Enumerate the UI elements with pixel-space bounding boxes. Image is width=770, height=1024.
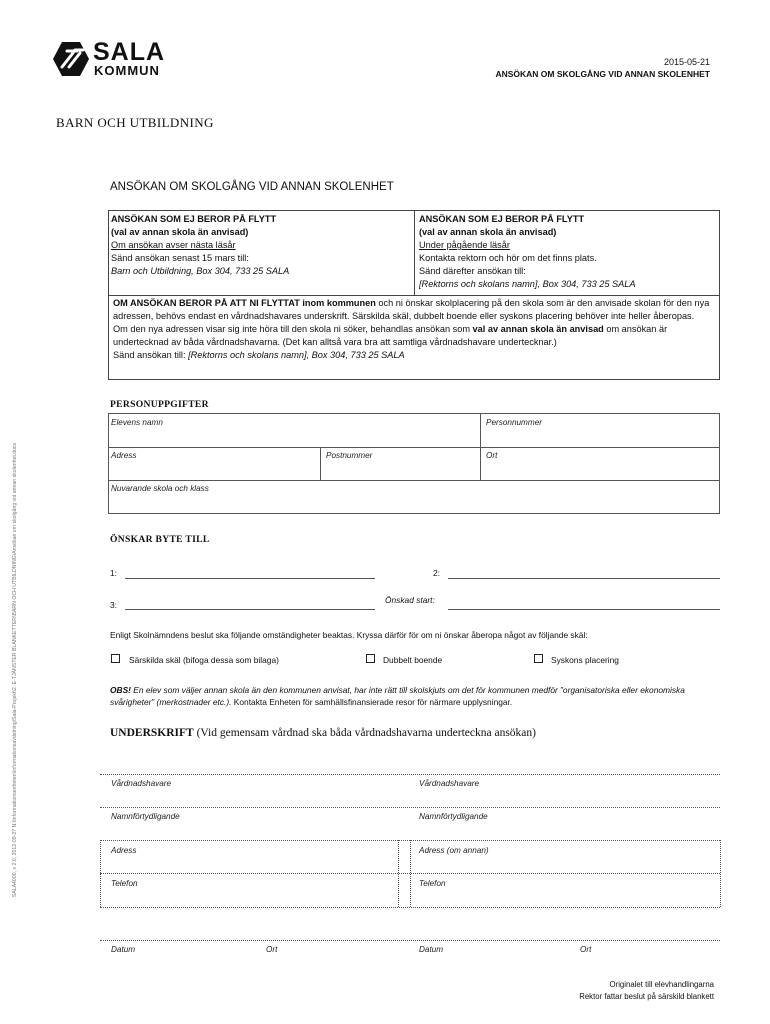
current-school-field[interactable]: Nuvarande skola och klass: [111, 484, 209, 493]
info-right-heading: ANSÖKAN SOM EJ BEROR PÅ FLYTT: [419, 214, 585, 224]
obs-italic-text: En elev som väljer annan skola än den kommunen anvisat, har inte rätt till skolskjuts om det för kommunen medför ”organisatoriska eller ekonomiska svårigheter” (merkostnader etc.).: [110, 685, 685, 707]
choice-3-input-line[interactable]: [125, 609, 375, 610]
signature-table-right-line: [720, 840, 721, 907]
guardian-1-label: Vårdnadshavare: [111, 779, 172, 788]
move-text2b: val av annan skola än anvisad: [472, 323, 604, 334]
info-right-subheading: (val av annan skola än anvisad): [419, 227, 557, 237]
sibling-placement-label: Syskons placering: [551, 655, 619, 665]
place-1-label: Ort: [266, 945, 278, 954]
info-right-line2: Sänd därefter ansökan till:: [419, 266, 526, 276]
name-clarification-2-label: Namnförtydligande: [419, 812, 488, 821]
name-clarification-1-label: Namnförtydligande: [111, 812, 180, 821]
guardian-signature-line[interactable]: [100, 774, 720, 775]
logo-name: SALA: [93, 38, 166, 66]
signature-table-col-line: [398, 840, 399, 907]
info-box-column-divider: [414, 210, 415, 295]
personal-table-col-line: [480, 413, 481, 480]
personal-table-bottom-line: [108, 513, 720, 514]
personal-table-col-line: [320, 447, 321, 480]
personal-number-field[interactable]: Personnummer: [486, 418, 542, 427]
obs-notice: [110, 684, 722, 708]
info-right-period: Under pågående läsår: [419, 240, 510, 250]
info-left-address: Barn och Utbildning, Box 304, 733 25 SALA: [111, 266, 290, 276]
header-document-title: ANSÖKAN OM SKOLGÅNG VID ANNAN SKOLENHET: [495, 69, 710, 79]
info-right-line1: Kontakta rektorn och hör om det finns plats.: [419, 253, 597, 263]
city-field[interactable]: Ort: [486, 451, 498, 460]
personal-table-line: [108, 480, 720, 481]
date-place-line[interactable]: [100, 940, 720, 941]
desired-start-label: Önskad start:: [385, 595, 435, 605]
place-2-label: Ort: [580, 945, 592, 954]
desired-start-input-line[interactable]: [448, 609, 720, 610]
change-section-title: ÖNSKAR BYTE TILL: [110, 534, 210, 545]
info-left-line1: Sänd ansökan senast 15 mars till:: [111, 253, 249, 263]
info-left-heading: ANSÖKAN SOM EJ BEROR PÅ FLYTT: [111, 214, 277, 224]
info-box-row-divider: [108, 295, 720, 296]
info-right-cell: [419, 213, 717, 291]
choice-1-label: 1:: [110, 568, 117, 578]
guardian-1-phone-field[interactable]: Telefon: [111, 879, 138, 888]
info-move-cell: [113, 297, 715, 362]
document-date: 2015-05-21: [663, 57, 710, 67]
date-2-label: Datum: [419, 945, 444, 954]
personal-table-line: [108, 447, 720, 448]
special-reasons-label: Särskilda skäl (bifoga dessa som bilaga): [129, 655, 279, 665]
signature-table-bottom-line: [100, 907, 720, 908]
footer-line-2: Rektor fattar beslut på särskild blankett: [579, 992, 714, 1001]
obs-normal-text: Kontakta Enheten för samhällsfinansierade resor för närmare upplysningar.: [231, 697, 513, 707]
guardian-2-phone-field[interactable]: Telefon: [419, 879, 446, 888]
signature-title-rest: (Vid gemensam vårdnad ska båda vårdnadshavarna underteckna ansökan): [193, 727, 536, 739]
address-field[interactable]: Adress: [111, 451, 137, 460]
guardian-2-address-field[interactable]: Adress (om annan): [419, 846, 489, 855]
guardian-1-address-field[interactable]: Adress: [111, 846, 137, 855]
move-send-address: [Rektorns och skolans namn], Box 304, 733 25 SALA: [188, 349, 405, 360]
reasons-text: Enligt Skolnämndens beslut ska följande omständigheter beaktas. Kryssa därför för om ni önskar åberopa något av följande skäl:: [110, 630, 588, 640]
date-1-label: Datum: [111, 945, 136, 954]
signature-title-bold: UNDERSKRIFT: [110, 727, 194, 739]
signature-table-left-line: [100, 840, 101, 907]
obs-label: OBS!: [110, 685, 131, 695]
footer-line-1: Originalet till elevhandlingarna: [609, 980, 714, 989]
student-name-field[interactable]: Elevens namn: [111, 418, 163, 427]
signature-section-title: [110, 727, 536, 739]
choice-2-label: 2:: [433, 568, 440, 578]
signature-table-col-line: [410, 840, 411, 907]
logo-subtitle: KOMMUN: [94, 63, 160, 78]
info-left-period: Om ansökan avser nästa läsår: [111, 240, 236, 250]
personal-table-left-line: [108, 413, 109, 513]
personal-section-title: PERSONUPPGIFTER: [110, 399, 209, 410]
double-residence-label: Dubbelt boende: [383, 655, 443, 665]
info-right-address: [Rektorns och skolans namn], Box 304, 733 25 SALA: [419, 279, 636, 289]
double-residence-checkbox[interactable]: [366, 654, 375, 663]
info-left-cell: [111, 213, 411, 278]
form-title: ANSÖKAN OM SKOLGÅNG VID ANNAN SKOLENHET: [110, 181, 394, 193]
special-reasons-checkbox[interactable]: [111, 654, 120, 663]
side-document-path: SALA4000, v 2.0, 2012-09-27 N:\Informationsenheten\Informationsavdelning\Sala-Projekt\2. E-TJÄNSTER BLANKETTER\BARN OCH UTBILDNING\Ansökan om skolgång vid annan skolenhet.docx: [12, 442, 18, 898]
choice-3-label: 3:: [110, 600, 117, 610]
guardian-2-label: Vårdnadshavare: [419, 779, 480, 788]
name-clarification-line[interactable]: [100, 807, 720, 808]
choice-1-input-line[interactable]: [125, 578, 375, 579]
choice-2-input-line[interactable]: [448, 578, 720, 579]
sibling-placement-checkbox[interactable]: [534, 654, 543, 663]
postal-number-field[interactable]: Postnummer: [326, 451, 373, 460]
move-heading: OM ANSÖKAN BEROR PÅ ATT NI FLYTTAT inom kommunen: [113, 298, 376, 308]
department-name: BARN OCH UTBILDNING: [56, 115, 214, 130]
move-text2a: Om den nya adressen visar sig inte höra till den skola ni söker, behandlas ansökan som: [113, 323, 473, 334]
move-send-prefix: Sänd ansökan till:: [113, 349, 189, 360]
personal-table-right-line: [719, 413, 720, 513]
move-text1: och ni önskar skolplacering på den skola som är den anvisade skolan för den nya adressen, behövs endast en vårdnadshavares underskrift. Särskilda skäl, dubbelt boende eller syskons placering behöver inte heller åberopas.: [113, 298, 710, 321]
info-left-subheading: (val av annan skola än anvisad): [111, 227, 249, 237]
personal-table-top-line: [108, 413, 720, 414]
move-text2c: om ansökan är undertecknad av båda vårdnadshavarna. (Det kan alltså vara bra att samtliga vårdnadshavare undertecknar.): [113, 323, 668, 347]
sala-kommun-logo-icon: [53, 42, 89, 76]
